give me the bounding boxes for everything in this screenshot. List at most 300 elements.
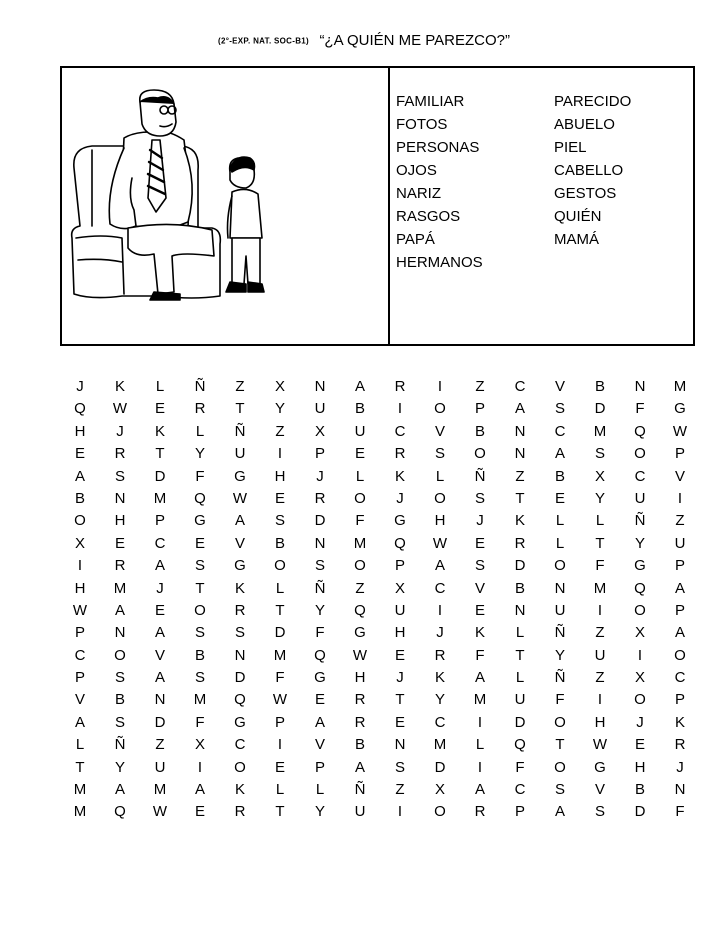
grid-cell[interactable]: R bbox=[114, 445, 126, 463]
grid-cell[interactable]: F bbox=[675, 803, 685, 821]
grid-cell[interactable]: Ñ bbox=[314, 579, 326, 597]
grid-cell[interactable]: Ñ bbox=[234, 422, 246, 440]
grid-cell[interactable]: S bbox=[274, 512, 285, 530]
grid-cell[interactable]: E bbox=[554, 489, 565, 507]
grid-cell[interactable]: O bbox=[434, 400, 446, 418]
grid-cell[interactable]: R bbox=[514, 534, 526, 552]
grid-cell[interactable]: T bbox=[555, 736, 565, 754]
grid-cell[interactable]: T bbox=[395, 691, 405, 709]
grid-cell[interactable]: M bbox=[433, 736, 447, 754]
grid-cell[interactable]: S bbox=[394, 758, 405, 776]
grid-cell[interactable]: I bbox=[397, 803, 403, 821]
grid-cell[interactable]: U bbox=[554, 601, 566, 619]
grid-cell[interactable]: Q bbox=[354, 601, 366, 619]
grid-cell[interactable]: L bbox=[275, 579, 285, 597]
grid-cell[interactable]: S bbox=[314, 557, 325, 575]
grid-cell[interactable]: A bbox=[234, 512, 245, 530]
grid-cell[interactable]: X bbox=[314, 422, 325, 440]
grid-cell[interactable]: T bbox=[195, 579, 205, 597]
grid-cell[interactable]: L bbox=[595, 512, 605, 530]
grid-cell[interactable]: X bbox=[594, 467, 605, 485]
grid-cell[interactable]: T bbox=[235, 400, 245, 418]
grid-cell[interactable]: G bbox=[234, 557, 246, 575]
grid-cell[interactable]: N bbox=[234, 646, 246, 664]
grid-cell[interactable]: G bbox=[314, 669, 326, 687]
grid-cell[interactable]: F bbox=[635, 400, 645, 418]
grid-cell[interactable]: Q bbox=[634, 422, 646, 440]
grid-cell[interactable]: I bbox=[277, 736, 283, 754]
grid-cell[interactable]: F bbox=[555, 691, 565, 709]
grid-cell[interactable]: R bbox=[474, 803, 486, 821]
grid-cell[interactable]: Z bbox=[395, 781, 405, 799]
grid-cell[interactable]: H bbox=[354, 669, 366, 687]
grid-cell[interactable]: J bbox=[76, 378, 84, 395]
grid-cell[interactable]: L bbox=[435, 467, 445, 485]
grid-cell[interactable]: Q bbox=[114, 803, 126, 821]
grid-cell[interactable]: X bbox=[74, 534, 85, 552]
grid-cell[interactable]: G bbox=[594, 758, 606, 776]
grid-cell[interactable]: N bbox=[314, 534, 326, 552]
grid-cell[interactable]: Ñ bbox=[194, 378, 206, 395]
grid-cell[interactable]: B bbox=[354, 736, 365, 754]
grid-cell[interactable]: D bbox=[434, 758, 446, 776]
grid-cell[interactable]: N bbox=[114, 489, 126, 507]
grid-cell[interactable]: C bbox=[554, 422, 566, 440]
grid-cell[interactable]: W bbox=[112, 400, 128, 418]
grid-cell[interactable]: B bbox=[474, 422, 485, 440]
grid-cell[interactable]: Ñ bbox=[114, 736, 126, 754]
grid-cell[interactable]: J bbox=[156, 579, 164, 597]
grid-cell[interactable]: O bbox=[234, 758, 246, 776]
grid-cell[interactable]: C bbox=[154, 534, 166, 552]
grid-cell[interactable]: D bbox=[154, 467, 166, 485]
grid-cell[interactable]: M bbox=[593, 422, 607, 440]
grid-cell[interactable]: B bbox=[634, 781, 645, 799]
grid-cell[interactable]: K bbox=[394, 467, 405, 485]
grid-cell[interactable]: F bbox=[195, 713, 205, 731]
grid-cell[interactable]: P bbox=[74, 624, 85, 642]
grid-cell[interactable]: O bbox=[114, 646, 126, 664]
grid-cell[interactable]: L bbox=[315, 781, 325, 799]
grid-cell[interactable]: F bbox=[275, 669, 285, 687]
grid-cell[interactable]: W bbox=[72, 601, 88, 619]
grid-cell[interactable]: H bbox=[74, 422, 86, 440]
grid-cell[interactable]: N bbox=[554, 579, 566, 597]
grid-cell[interactable]: W bbox=[152, 803, 168, 821]
grid-cell[interactable]: Ñ bbox=[634, 512, 646, 530]
grid-cell[interactable]: U bbox=[354, 422, 366, 440]
grid-cell[interactable]: Q bbox=[234, 691, 246, 709]
grid-cell[interactable]: D bbox=[274, 624, 286, 642]
grid-cell[interactable]: P bbox=[514, 803, 525, 821]
grid-cell[interactable]: S bbox=[114, 467, 125, 485]
grid-cell[interactable]: E bbox=[274, 758, 285, 776]
grid-cell[interactable]: L bbox=[555, 512, 565, 530]
grid-cell[interactable]: P bbox=[314, 758, 325, 776]
grid-cell[interactable]: C bbox=[634, 467, 646, 485]
grid-cell[interactable]: U bbox=[234, 445, 246, 463]
grid-cell[interactable]: T bbox=[275, 601, 285, 619]
grid-cell[interactable]: A bbox=[554, 445, 565, 463]
grid-cell[interactable]: A bbox=[514, 400, 525, 418]
grid-cell[interactable]: R bbox=[434, 646, 446, 664]
grid-cell[interactable]: G bbox=[234, 713, 246, 731]
grid-cell[interactable]: E bbox=[274, 489, 285, 507]
grid-cell[interactable]: E bbox=[314, 691, 325, 709]
grid-cell[interactable]: G bbox=[674, 400, 686, 418]
grid-cell[interactable]: P bbox=[674, 445, 685, 463]
grid-cell[interactable]: H bbox=[274, 467, 286, 485]
grid-cell[interactable]: B bbox=[274, 534, 285, 552]
grid-cell[interactable]: N bbox=[314, 378, 326, 395]
grid-cell[interactable]: N bbox=[514, 445, 526, 463]
grid-cell[interactable]: N bbox=[514, 601, 526, 619]
grid-cell[interactable]: R bbox=[354, 691, 366, 709]
grid-cell[interactable]: E bbox=[154, 601, 165, 619]
grid-cell[interactable]: S bbox=[114, 713, 125, 731]
grid-cell[interactable]: Z bbox=[155, 736, 165, 754]
grid-cell[interactable]: A bbox=[434, 557, 445, 575]
grid-cell[interactable]: E bbox=[114, 534, 125, 552]
grid-cell[interactable]: F bbox=[595, 557, 605, 575]
grid-cell[interactable]: A bbox=[674, 579, 685, 597]
grid-cell[interactable]: I bbox=[277, 445, 283, 463]
grid-cell[interactable]: X bbox=[394, 579, 405, 597]
grid-cell[interactable]: D bbox=[634, 803, 646, 821]
grid-cell[interactable]: U bbox=[314, 400, 326, 418]
grid-cell[interactable]: A bbox=[554, 803, 565, 821]
grid-cell[interactable]: H bbox=[74, 579, 86, 597]
grid-cell[interactable]: A bbox=[354, 758, 365, 776]
grid-cell[interactable]: A bbox=[674, 624, 685, 642]
grid-cell[interactable]: E bbox=[634, 736, 645, 754]
grid-cell[interactable]: E bbox=[394, 646, 405, 664]
grid-cell[interactable]: Y bbox=[594, 489, 605, 507]
grid-cell[interactable]: Y bbox=[314, 803, 325, 821]
grid-cell[interactable]: E bbox=[74, 445, 85, 463]
grid-cell[interactable]: W bbox=[432, 534, 448, 552]
grid-cell[interactable]: Y bbox=[434, 691, 445, 709]
grid-cell[interactable]: F bbox=[195, 467, 205, 485]
grid-cell[interactable]: L bbox=[555, 534, 565, 552]
grid-cell[interactable]: Q bbox=[314, 646, 326, 664]
grid-cell[interactable]: Y bbox=[194, 445, 205, 463]
grid-cell[interactable]: Y bbox=[114, 758, 125, 776]
grid-cell[interactable]: J bbox=[316, 467, 324, 485]
grid-cell[interactable]: Ñ bbox=[554, 669, 566, 687]
grid-cell[interactable]: S bbox=[194, 557, 205, 575]
grid-cell[interactable]: U bbox=[634, 489, 646, 507]
grid-cell[interactable]: I bbox=[477, 713, 483, 731]
grid-cell[interactable]: V bbox=[474, 579, 485, 597]
grid-cell[interactable]: A bbox=[74, 713, 85, 731]
grid-cell[interactable]: Z bbox=[675, 512, 685, 530]
grid-cell[interactable]: V bbox=[434, 422, 445, 440]
grid-cell[interactable]: Z bbox=[595, 669, 605, 687]
grid-cell[interactable]: D bbox=[234, 669, 246, 687]
grid-cell[interactable]: P bbox=[674, 691, 685, 709]
grid-cell[interactable]: S bbox=[234, 624, 245, 642]
grid-cell[interactable]: O bbox=[434, 803, 446, 821]
grid-cell[interactable]: X bbox=[194, 736, 205, 754]
grid-cell[interactable]: U bbox=[674, 534, 686, 552]
grid-cell[interactable]: A bbox=[154, 669, 165, 687]
grid-cell[interactable]: A bbox=[314, 713, 325, 731]
grid-cell[interactable]: L bbox=[195, 422, 205, 440]
grid-cell[interactable]: Y bbox=[274, 400, 285, 418]
grid-cell[interactable]: J bbox=[436, 624, 444, 642]
grid-cell[interactable]: S bbox=[554, 400, 565, 418]
grid-cell[interactable]: I bbox=[597, 691, 603, 709]
grid-cell[interactable]: I bbox=[197, 758, 203, 776]
grid-cell[interactable]: M bbox=[273, 646, 287, 664]
grid-cell[interactable]: A bbox=[194, 781, 205, 799]
grid-cell[interactable]: W bbox=[352, 646, 368, 664]
grid-cell[interactable]: A bbox=[354, 378, 365, 395]
grid-cell[interactable]: W bbox=[672, 422, 688, 440]
grid-cell[interactable]: T bbox=[155, 445, 165, 463]
grid-cell[interactable]: I bbox=[397, 400, 403, 418]
grid-cell[interactable]: S bbox=[194, 624, 205, 642]
grid-cell[interactable]: F bbox=[515, 758, 525, 776]
grid-cell[interactable]: O bbox=[634, 445, 646, 463]
grid-cell[interactable]: C bbox=[434, 713, 446, 731]
grid-cell[interactable]: N bbox=[634, 378, 646, 395]
grid-cell[interactable]: B bbox=[354, 400, 365, 418]
grid-cell[interactable]: O bbox=[634, 601, 646, 619]
grid-cell[interactable]: V bbox=[594, 781, 605, 799]
grid-cell[interactable]: U bbox=[354, 803, 366, 821]
grid-cell[interactable]: P bbox=[674, 557, 685, 575]
grid-cell[interactable]: V bbox=[234, 534, 245, 552]
grid-cell[interactable]: Y bbox=[554, 646, 565, 664]
grid-cell[interactable]: Z bbox=[235, 378, 245, 395]
grid-cell[interactable]: P bbox=[74, 669, 85, 687]
grid-cell[interactable]: C bbox=[514, 378, 526, 395]
grid-cell[interactable]: R bbox=[194, 400, 206, 418]
grid-cell[interactable]: F bbox=[315, 624, 325, 642]
grid-cell[interactable]: E bbox=[154, 400, 165, 418]
grid-cell[interactable]: H bbox=[594, 713, 606, 731]
grid-cell[interactable]: Z bbox=[475, 378, 485, 395]
grid-cell[interactable]: I bbox=[437, 601, 443, 619]
grid-cell[interactable]: L bbox=[515, 624, 525, 642]
grid-cell[interactable]: P bbox=[274, 713, 285, 731]
grid-cell[interactable]: O bbox=[634, 691, 646, 709]
grid-cell[interactable]: S bbox=[594, 803, 605, 821]
grid-cell[interactable]: X bbox=[434, 781, 445, 799]
grid-cell[interactable]: X bbox=[274, 378, 285, 395]
grid-cell[interactable]: F bbox=[475, 646, 485, 664]
grid-cell[interactable]: D bbox=[314, 512, 326, 530]
grid-cell[interactable]: G bbox=[634, 557, 646, 575]
grid-cell[interactable]: S bbox=[474, 557, 485, 575]
grid-cell[interactable]: X bbox=[634, 669, 645, 687]
grid-cell[interactable]: C bbox=[234, 736, 246, 754]
grid-cell[interactable]: Y bbox=[314, 601, 325, 619]
grid-cell[interactable]: O bbox=[474, 445, 486, 463]
grid-cell[interactable]: B bbox=[194, 646, 205, 664]
grid-cell[interactable]: G bbox=[194, 512, 206, 530]
grid-cell[interactable]: Q bbox=[394, 534, 406, 552]
grid-cell[interactable]: Ñ bbox=[354, 781, 366, 799]
grid-cell[interactable]: V bbox=[154, 646, 165, 664]
grid-cell[interactable]: Q bbox=[194, 489, 206, 507]
grid-cell[interactable]: T bbox=[275, 803, 285, 821]
grid-cell[interactable]: D bbox=[154, 713, 166, 731]
grid-cell[interactable]: Z bbox=[595, 624, 605, 642]
grid-cell[interactable]: K bbox=[154, 422, 165, 440]
grid-cell[interactable]: I bbox=[597, 601, 603, 619]
grid-cell[interactable]: M bbox=[353, 534, 367, 552]
grid-cell[interactable]: C bbox=[394, 422, 406, 440]
grid-cell[interactable]: R bbox=[114, 557, 126, 575]
grid-cell[interactable]: O bbox=[554, 557, 566, 575]
grid-cell[interactable]: C bbox=[674, 669, 686, 687]
grid-cell[interactable]: D bbox=[514, 713, 526, 731]
grid-cell[interactable]: Z bbox=[515, 467, 525, 485]
grid-cell[interactable]: R bbox=[394, 378, 406, 395]
grid-cell[interactable]: S bbox=[594, 445, 605, 463]
grid-cell[interactable]: A bbox=[474, 669, 485, 687]
grid-cell[interactable]: M bbox=[153, 489, 167, 507]
grid-cell[interactable]: R bbox=[674, 736, 686, 754]
grid-cell[interactable]: N bbox=[114, 624, 126, 642]
grid-cell[interactable]: V bbox=[74, 691, 85, 709]
grid-cell[interactable]: R bbox=[394, 445, 406, 463]
grid-cell[interactable]: Q bbox=[514, 736, 526, 754]
grid-cell[interactable]: R bbox=[354, 713, 366, 731]
grid-cell[interactable]: O bbox=[674, 646, 686, 664]
grid-cell[interactable]: K bbox=[514, 512, 525, 530]
grid-cell[interactable]: U bbox=[514, 691, 526, 709]
grid-cell[interactable]: Z bbox=[355, 579, 365, 597]
grid-cell[interactable]: T bbox=[515, 489, 525, 507]
grid-cell[interactable]: A bbox=[114, 601, 125, 619]
grid-cell[interactable]: Z bbox=[275, 422, 285, 440]
grid-cell[interactable]: H bbox=[634, 758, 646, 776]
grid-cell[interactable]: V bbox=[554, 378, 565, 395]
grid-cell[interactable]: L bbox=[355, 467, 365, 485]
grid-cell[interactable]: P bbox=[674, 601, 685, 619]
grid-cell[interactable]: C bbox=[434, 579, 446, 597]
grid-cell[interactable]: E bbox=[394, 713, 405, 731]
grid-cell[interactable]: M bbox=[113, 579, 127, 597]
grid-cell[interactable]: O bbox=[354, 489, 366, 507]
grid-cell[interactable]: B bbox=[514, 579, 525, 597]
grid-cell[interactable]: O bbox=[554, 713, 566, 731]
grid-cell[interactable]: P bbox=[474, 400, 485, 418]
grid-cell[interactable]: O bbox=[74, 512, 86, 530]
grid-cell[interactable]: K bbox=[434, 669, 445, 687]
grid-cell[interactable]: M bbox=[593, 579, 607, 597]
grid-cell[interactable]: L bbox=[75, 736, 85, 754]
grid-cell[interactable]: O bbox=[194, 601, 206, 619]
grid-cell[interactable]: D bbox=[514, 557, 526, 575]
grid-cell[interactable]: Y bbox=[634, 534, 645, 552]
grid-cell[interactable]: I bbox=[77, 557, 83, 575]
grid-cell[interactable]: M bbox=[153, 781, 167, 799]
grid-cell[interactable]: T bbox=[75, 758, 85, 776]
grid-cell[interactable]: P bbox=[314, 445, 325, 463]
grid-cell[interactable]: B bbox=[74, 489, 85, 507]
grid-cell[interactable]: S bbox=[194, 669, 205, 687]
grid-cell[interactable]: R bbox=[234, 803, 246, 821]
grid-cell[interactable]: Q bbox=[74, 400, 86, 418]
grid-cell[interactable]: E bbox=[474, 534, 485, 552]
grid-cell[interactable]: V bbox=[314, 736, 325, 754]
grid-cell[interactable]: J bbox=[396, 489, 404, 507]
grid-cell[interactable]: A bbox=[154, 624, 165, 642]
grid-cell[interactable]: R bbox=[234, 601, 246, 619]
grid-cell[interactable]: X bbox=[634, 624, 645, 642]
grid-cell[interactable]: L bbox=[155, 378, 165, 395]
grid-cell[interactable]: G bbox=[354, 624, 366, 642]
grid-cell[interactable]: I bbox=[437, 378, 443, 395]
grid-cell[interactable]: L bbox=[275, 781, 285, 799]
grid-cell[interactable]: U bbox=[594, 646, 606, 664]
grid-cell[interactable]: T bbox=[515, 646, 525, 664]
grid-cell[interactable]: B bbox=[594, 378, 605, 395]
grid-cell[interactable]: J bbox=[476, 512, 484, 530]
grid-cell[interactable]: Ñ bbox=[474, 467, 486, 485]
grid-cell[interactable]: H bbox=[394, 624, 406, 642]
grid-cell[interactable]: W bbox=[232, 489, 248, 507]
grid-cell[interactable]: S bbox=[114, 669, 125, 687]
grid-cell[interactable]: M bbox=[73, 803, 87, 821]
grid-cell[interactable]: I bbox=[477, 758, 483, 776]
grid-cell[interactable]: E bbox=[474, 601, 485, 619]
grid-cell[interactable]: T bbox=[595, 534, 605, 552]
grid-cell[interactable]: P bbox=[154, 512, 165, 530]
grid-cell[interactable]: W bbox=[272, 691, 288, 709]
grid-cell[interactable]: L bbox=[475, 736, 485, 754]
grid-cell[interactable]: F bbox=[355, 512, 365, 530]
grid-cell[interactable]: K bbox=[474, 624, 485, 642]
grid-cell[interactable]: K bbox=[234, 781, 245, 799]
grid-cell[interactable]: S bbox=[554, 781, 565, 799]
grid-cell[interactable]: W bbox=[592, 736, 608, 754]
grid-cell[interactable]: M bbox=[73, 781, 87, 799]
grid-cell[interactable]: H bbox=[114, 512, 126, 530]
grid-cell[interactable]: M bbox=[473, 691, 487, 709]
grid-cell[interactable]: U bbox=[154, 758, 166, 776]
grid-cell[interactable]: J bbox=[676, 758, 684, 776]
grid-cell[interactable]: B bbox=[114, 691, 125, 709]
grid-cell[interactable]: O bbox=[434, 489, 446, 507]
grid-cell[interactable]: C bbox=[74, 646, 86, 664]
grid-cell[interactable]: J bbox=[116, 422, 124, 440]
grid-cell[interactable]: U bbox=[394, 601, 406, 619]
grid-cell[interactable]: H bbox=[434, 512, 446, 530]
grid-cell[interactable]: J bbox=[396, 669, 404, 687]
grid-cell[interactable]: O bbox=[274, 557, 286, 575]
grid-cell[interactable]: M bbox=[673, 378, 687, 395]
grid-cell[interactable]: G bbox=[234, 467, 246, 485]
grid-cell[interactable]: N bbox=[154, 691, 166, 709]
grid-cell[interactable]: K bbox=[114, 378, 125, 395]
grid-cell[interactable]: O bbox=[354, 557, 366, 575]
grid-cell[interactable]: A bbox=[474, 781, 485, 799]
grid-cell[interactable]: I bbox=[677, 489, 683, 507]
grid-cell[interactable]: K bbox=[234, 579, 245, 597]
grid-cell[interactable]: L bbox=[515, 669, 525, 687]
grid-cell[interactable]: Ñ bbox=[554, 624, 566, 642]
grid-cell[interactable]: K bbox=[674, 713, 685, 731]
grid-cell[interactable]: D bbox=[594, 400, 606, 418]
grid-cell[interactable]: R bbox=[314, 489, 326, 507]
grid-cell[interactable]: N bbox=[674, 781, 686, 799]
